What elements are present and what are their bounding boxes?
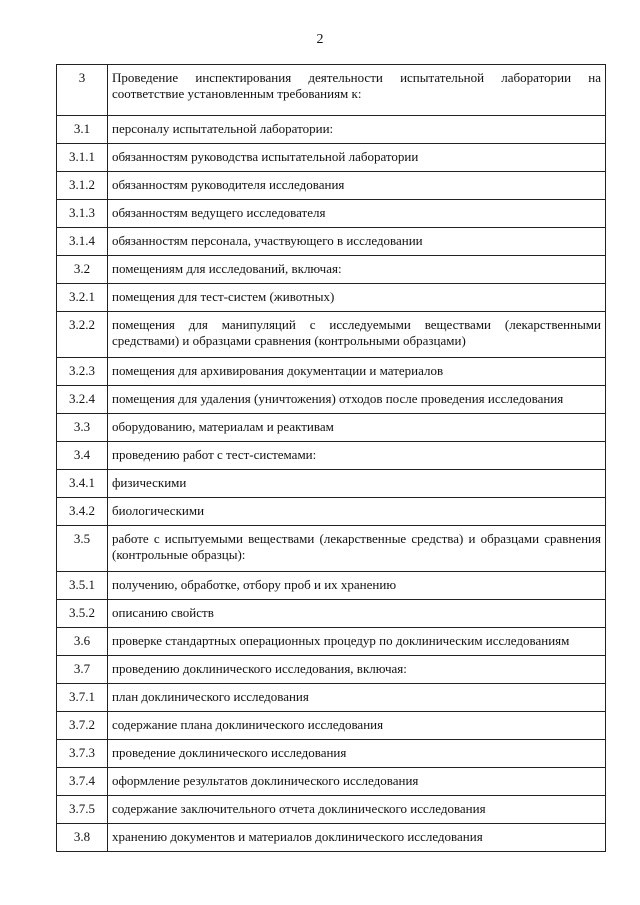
item-number: 3.7 — [57, 656, 108, 684]
table-row — [57, 768, 606, 796]
item-text: помещения для удаления (уничтожения) отходов после проведения исследования — [108, 386, 606, 414]
table-row — [57, 386, 606, 414]
table-row — [57, 712, 606, 740]
item-number: 3.2.3 — [57, 358, 108, 386]
item-text: проверке стандартных операционных процедур по доклиническим исследованиям — [108, 628, 606, 656]
item-number: 3.1.3 — [57, 200, 108, 228]
item-number: 3.1.1 — [57, 144, 108, 172]
item-text: обязанностям руководства испытательной лаборатории — [108, 144, 606, 172]
table-row — [57, 628, 606, 656]
item-number: 3.4.1 — [57, 470, 108, 498]
item-text: проведению доклинического исследования, включая: — [108, 656, 606, 684]
table-row — [57, 256, 606, 284]
item-number: 3.8 — [57, 824, 108, 852]
item-text: персоналу испытательной лаборатории: — [108, 116, 606, 144]
item-number: 3.1 — [57, 116, 108, 144]
item-number: 3.4 — [57, 442, 108, 470]
item-number: 3.2.1 — [57, 284, 108, 312]
table-row — [57, 442, 606, 470]
item-text: проведению работ с тест-системами: — [108, 442, 606, 470]
item-text: хранению документов и материалов доклинического исследования — [108, 824, 606, 852]
item-text: физическими — [108, 470, 606, 498]
table-row — [57, 414, 606, 442]
table-row — [57, 526, 606, 572]
item-text: биологическими — [108, 498, 606, 526]
item-text: помещения для тест-систем (животных) — [108, 284, 606, 312]
item-number: 3.4.2 — [57, 498, 108, 526]
table-row — [57, 796, 606, 824]
table-row — [57, 172, 606, 200]
table-row — [57, 656, 606, 684]
item-text: помещения для манипуляций с исследуемыми веществами (лекарственными средствами) и образцами сравнения (контрольными образцами) — [108, 312, 606, 358]
table-row — [57, 684, 606, 712]
table-row — [57, 470, 606, 498]
item-text: описанию свойств — [108, 600, 606, 628]
item-text: содержание плана доклинического исследования — [108, 712, 606, 740]
item-text: помещения для архивирования документации и материалов — [108, 358, 606, 386]
table-row — [57, 358, 606, 386]
table-row — [57, 116, 606, 144]
item-number: 3.2 — [57, 256, 108, 284]
item-number: 3.7.3 — [57, 740, 108, 768]
item-text: обязанностям персонала, участвующего в исследовании — [108, 228, 606, 256]
item-number: 3.3 — [57, 414, 108, 442]
item-text: содержание заключительного отчета доклинического исследования — [108, 796, 606, 824]
page-number: 2 — [316, 32, 324, 47]
table-row — [57, 312, 606, 358]
item-text: оборудованию, материалам и реактивам — [108, 414, 606, 442]
table-row — [57, 740, 606, 768]
table-row — [57, 144, 606, 172]
table-row — [57, 65, 606, 116]
item-text: работе с испытуемыми веществами (лекарственные средства) и образцами сравнения (контрольные образцы): — [108, 526, 606, 572]
table-row — [57, 498, 606, 526]
inspection-checklist-table — [56, 64, 606, 852]
table-row — [57, 200, 606, 228]
item-number: 3.5 — [57, 526, 108, 572]
item-number: 3.7.4 — [57, 768, 108, 796]
item-text: обязанностям руководителя исследования — [108, 172, 606, 200]
item-number: 3 — [57, 65, 108, 116]
item-number: 3.7.1 — [57, 684, 108, 712]
item-number: 3.6 — [57, 628, 108, 656]
item-text: обязанностям ведущего исследователя — [108, 200, 606, 228]
item-number: 3.7.5 — [57, 796, 108, 824]
item-number: 3.5.1 — [57, 572, 108, 600]
item-text: помещениям для исследований, включая: — [108, 256, 606, 284]
item-number: 3.2.4 — [57, 386, 108, 414]
item-number: 3.1.4 — [57, 228, 108, 256]
item-number: 3.7.2 — [57, 712, 108, 740]
item-text: проведение доклинического исследования — [108, 740, 606, 768]
table-row — [57, 572, 606, 600]
item-number: 3.1.2 — [57, 172, 108, 200]
item-text: оформление результатов доклинического исследования — [108, 768, 606, 796]
item-number: 3.2.2 — [57, 312, 108, 358]
table-row — [57, 284, 606, 312]
table-row — [57, 228, 606, 256]
table-row — [57, 824, 606, 852]
item-text: получению, обработке, отбору проб и их хранению — [108, 572, 606, 600]
item-number: 3.5.2 — [57, 600, 108, 628]
item-text: Проведение инспектирования деятельности испытательной лаборатории на соответствие установленным требованиям к: — [108, 65, 606, 116]
item-text: план доклинического исследования — [108, 684, 606, 712]
table-row — [57, 600, 606, 628]
